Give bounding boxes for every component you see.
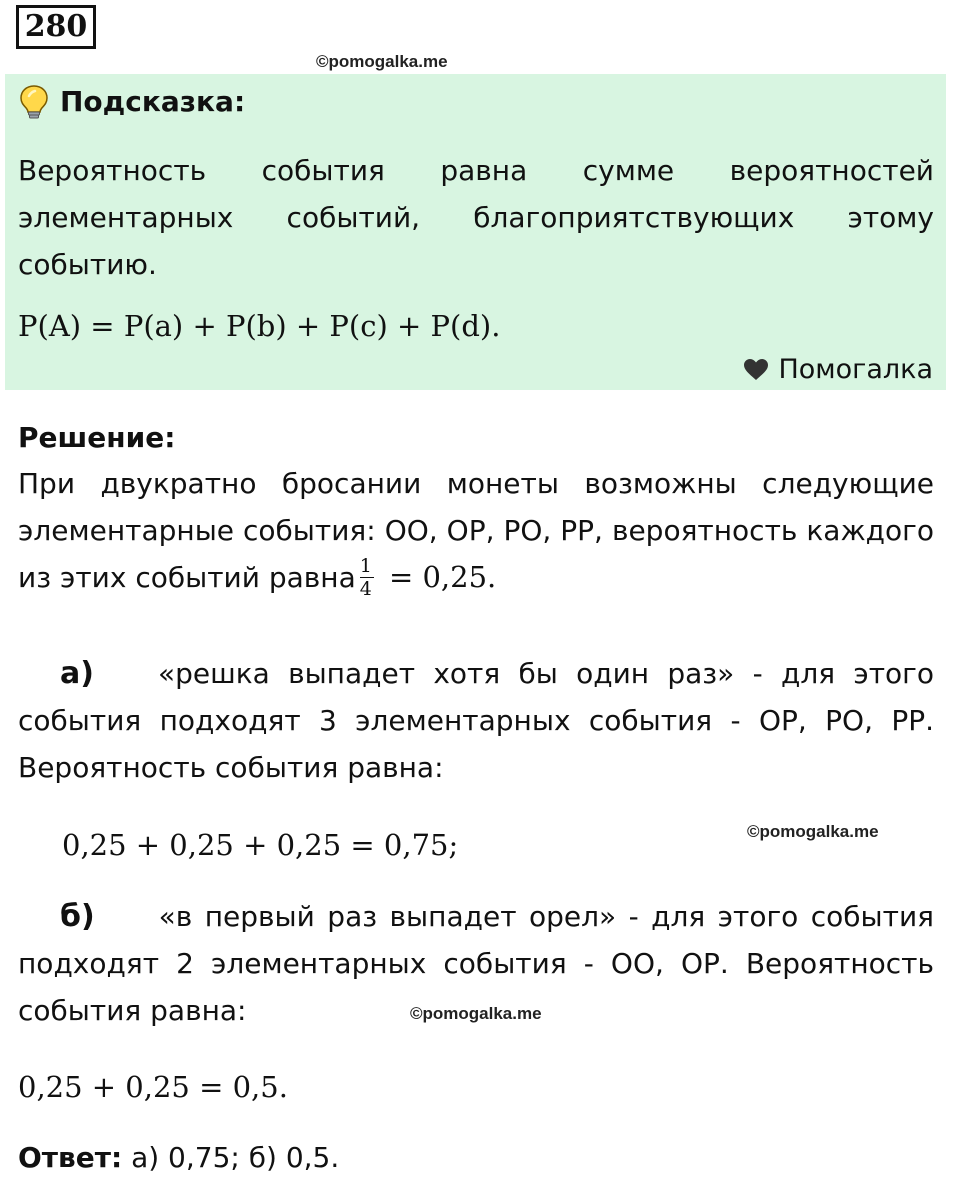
fraction-denominator: 4 — [359, 577, 372, 600]
solution-title: Решение: — [18, 421, 176, 454]
watermark-bottom: ©pomogalka.me — [410, 1004, 542, 1023]
part-b-label: б) — [60, 899, 95, 934]
lightbulb-icon — [18, 84, 50, 120]
watermark-top: ©pomogalka.me — [316, 52, 448, 71]
hint-text: Вероятность события равна сумме вероятностей элементарных событий, благоприятствующих этому событию. — [18, 154, 934, 281]
part-b-text: «в первый раз выпадет орел» - для этого события подходят 2 элементарных события - ОО, ОР. Вероятность события равна: — [18, 900, 934, 1027]
answer — [18, 1134, 934, 1181]
watermark-middle: ©pomogalka.me — [747, 822, 879, 841]
heart-icon — [742, 358, 770, 382]
fraction — [360, 556, 374, 599]
answer-label: Ответ: — [18, 1141, 123, 1174]
solution-intro-value: = 0,25. — [379, 560, 497, 594]
task-number: 280 — [16, 5, 96, 49]
hint-title-text: Подсказка: — [60, 85, 246, 118]
part-b-formula: 0,25 + 0,25 = 0,5. — [18, 1070, 288, 1104]
part-a-label: а) — [60, 656, 94, 691]
brand-label — [742, 352, 933, 388]
part-a — [18, 650, 934, 791]
brand-text: Помогалка — [778, 354, 933, 385]
part-a-text: «решка выпадет хотя бы один раз» - для этого события подходят 3 элементарных события - ОР, РО, РР. Вероятность события равна: — [18, 657, 934, 784]
answer-text: а) 0,75; б) 0,5. — [122, 1141, 340, 1174]
part-a-formula: 0,25 + 0,25 + 0,25 = 0,75; — [62, 828, 459, 862]
hint-formula: P(A) = P(a) + P(b) + P(c) + P(d). — [18, 309, 501, 343]
solution-intro-text: При двукратно бросании монеты возможны следующие элементарные события: ОО, ОР, РО, РР, вероятность каждого из этих событий равна — [18, 467, 934, 594]
hint-title — [18, 84, 245, 120]
fraction-numerator: 1 — [359, 554, 372, 577]
solution-intro — [18, 460, 934, 601]
